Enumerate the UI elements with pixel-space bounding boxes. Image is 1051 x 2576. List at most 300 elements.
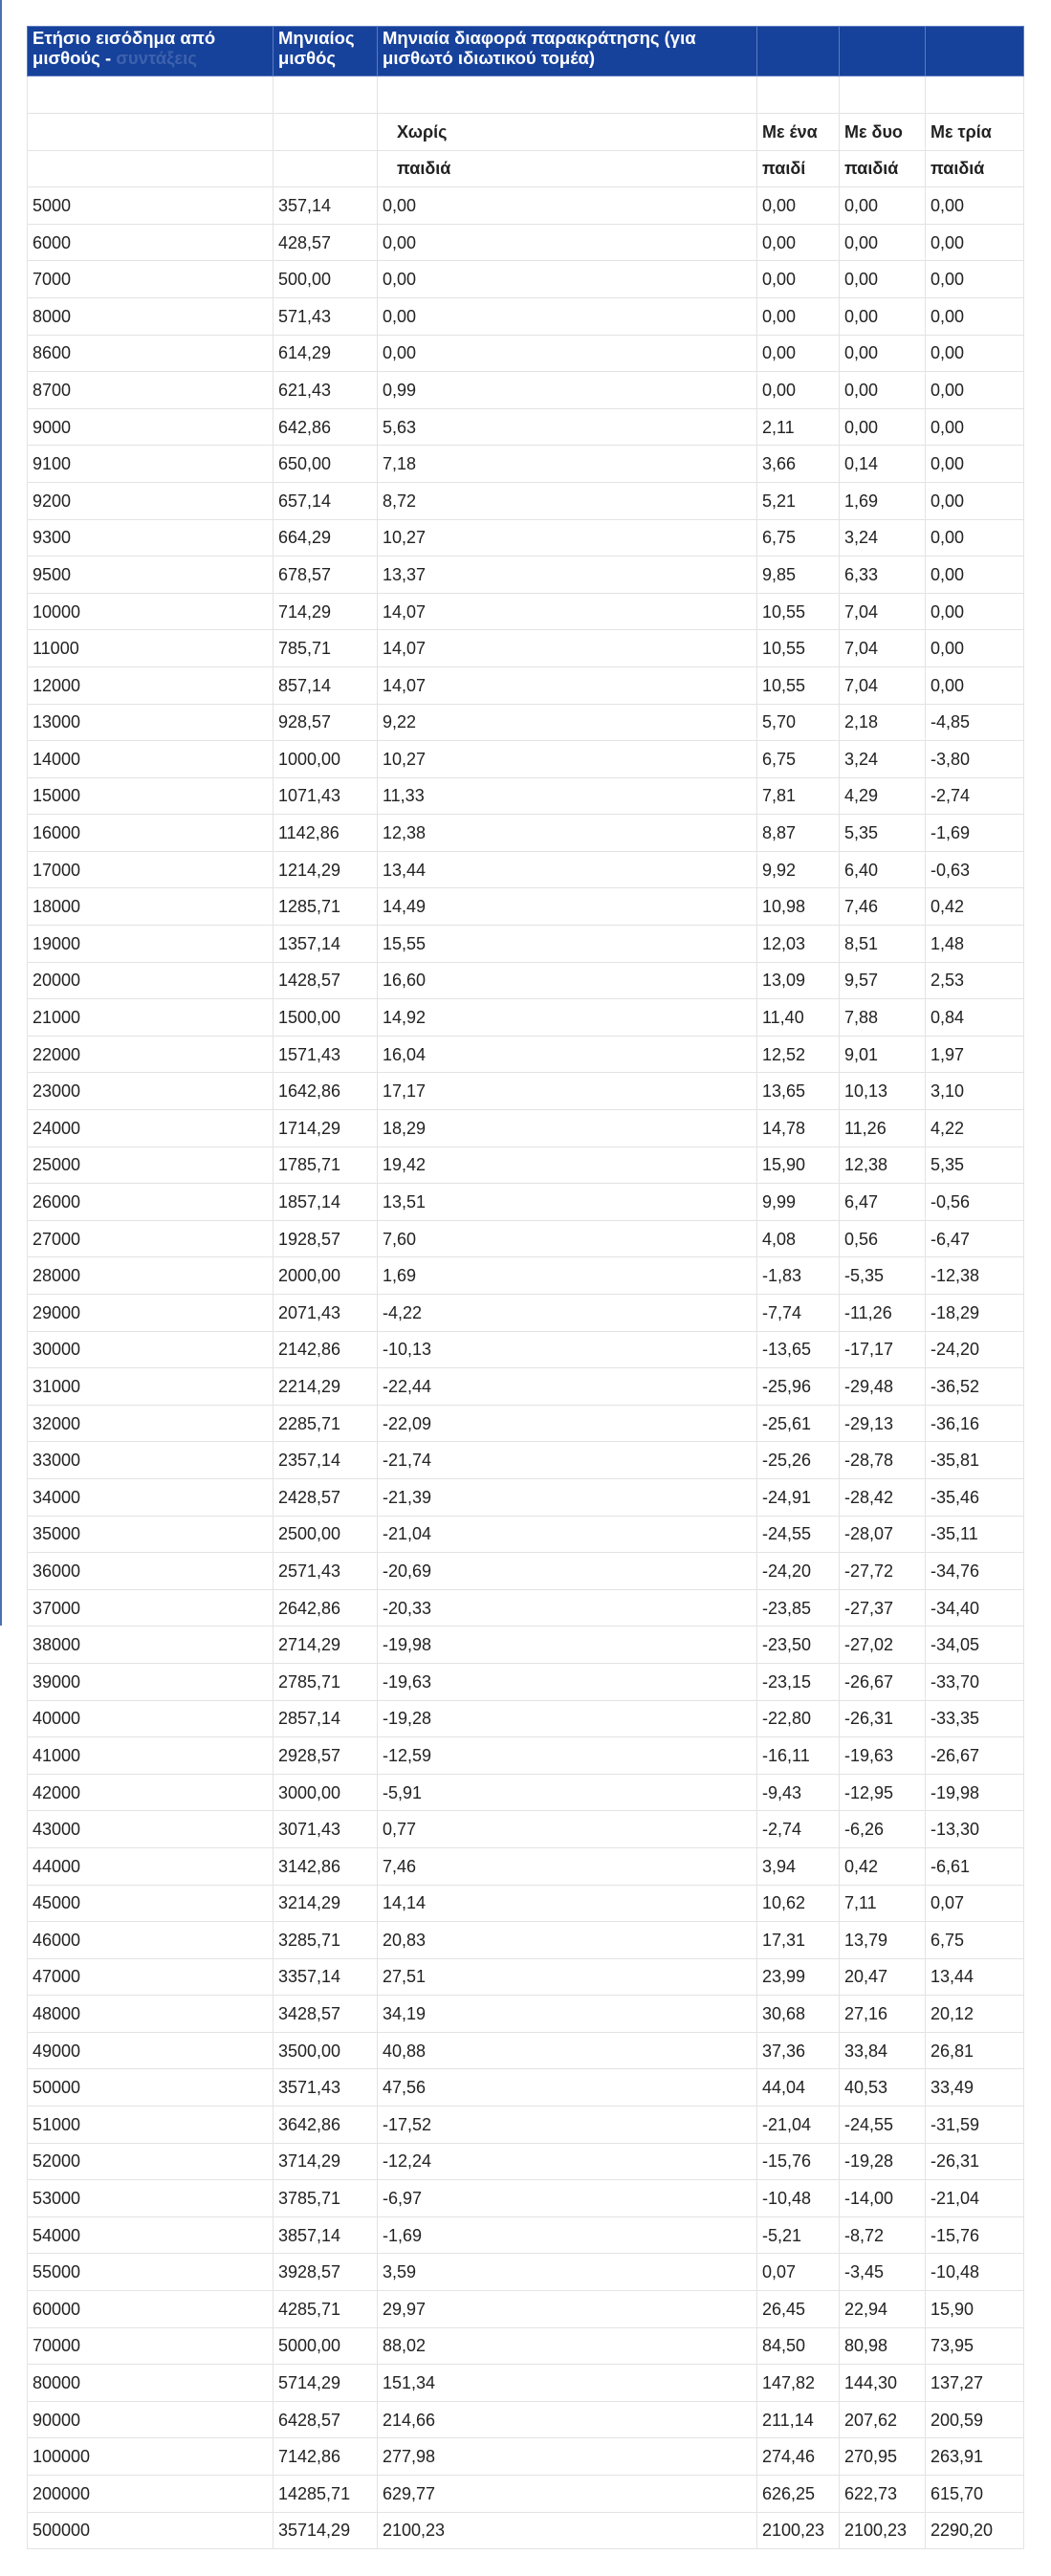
- monthly-salary-cell: 3571,43: [274, 2069, 378, 2107]
- table-row: [28, 335, 1024, 372]
- one-child-cell: 0,00: [757, 297, 840, 335]
- no-children-cell: 14,14: [378, 1885, 757, 1922]
- table-row: [28, 630, 1024, 667]
- three-children-cell: -31,59: [926, 2107, 1024, 2144]
- no-children-cell: 88,02: [378, 2327, 757, 2365]
- three-children-cell: -0,63: [926, 851, 1024, 888]
- two-children-cell: 6,47: [840, 1184, 926, 1221]
- three-children-cell: 0,00: [926, 261, 1024, 298]
- monthly-salary-cell: 2714,29: [274, 1626, 378, 1664]
- two-children-cell: 13,79: [840, 1922, 926, 1959]
- no-children-cell: 10,27: [378, 741, 757, 778]
- monthly-salary-cell: 3857,14: [274, 2216, 378, 2254]
- monthly-salary-cell: 664,29: [274, 519, 378, 557]
- income-cell: 16000: [28, 815, 274, 852]
- no-children-cell: 17,17: [378, 1073, 757, 1110]
- subheader-no-children-line2: παιδιά: [378, 150, 757, 187]
- three-children-cell: 26,81: [926, 2032, 1024, 2069]
- three-children-cell: 0,00: [926, 408, 1024, 446]
- no-children-cell: 13,44: [378, 851, 757, 888]
- no-children-cell: 13,37: [378, 557, 757, 594]
- no-children-cell: 0,00: [378, 335, 757, 372]
- no-children-cell: 40,88: [378, 2032, 757, 2069]
- income-cell: 20000: [28, 962, 274, 999]
- table-row: [28, 1478, 1024, 1516]
- three-children-cell: 2290,20: [926, 2512, 1024, 2549]
- income-cell: 25000: [28, 1146, 274, 1184]
- two-children-cell: 0,00: [840, 224, 926, 261]
- withholding-difference-table: [27, 26, 1024, 2549]
- income-cell: 9500: [28, 557, 274, 594]
- no-children-cell: 14,07: [378, 630, 757, 667]
- three-children-cell: -33,35: [926, 1700, 1024, 1737]
- one-child-cell: -25,26: [757, 1442, 840, 1479]
- one-child-cell: 15,90: [757, 1146, 840, 1184]
- one-child-cell: 0,00: [757, 261, 840, 298]
- three-children-cell: 4,22: [926, 1110, 1024, 1147]
- monthly-salary-cell: 2857,14: [274, 1700, 378, 1737]
- table-row: [28, 1405, 1024, 1442]
- one-child-cell: 12,52: [757, 1036, 840, 1073]
- income-cell: 10000: [28, 593, 274, 630]
- one-child-cell: 3,66: [757, 446, 840, 483]
- three-children-cell: 2,53: [926, 962, 1024, 999]
- income-cell: 29000: [28, 1295, 274, 1332]
- one-child-cell: -25,61: [757, 1405, 840, 1442]
- no-children-cell: 0,00: [378, 187, 757, 225]
- monthly-salary-cell: 1071,43: [274, 777, 378, 815]
- no-children-cell: 10,27: [378, 519, 757, 557]
- one-child-cell: -24,91: [757, 1478, 840, 1516]
- one-child-cell: 6,75: [757, 741, 840, 778]
- two-children-cell: -27,72: [840, 1553, 926, 1590]
- table-row: [28, 1885, 1024, 1922]
- one-child-cell: -15,76: [757, 2143, 840, 2180]
- monthly-salary-cell: 1285,71: [274, 888, 378, 926]
- monthly-salary-cell: 428,57: [274, 224, 378, 261]
- no-children-cell: 27,51: [378, 1958, 757, 1996]
- one-child-cell: 7,81: [757, 777, 840, 815]
- monthly-salary-cell: 3785,71: [274, 2180, 378, 2217]
- monthly-salary-cell: 928,57: [274, 704, 378, 741]
- table-row: [28, 1073, 1024, 1110]
- monthly-salary-cell: 785,71: [274, 630, 378, 667]
- one-child-cell: 13,09: [757, 962, 840, 999]
- one-child-cell: -23,85: [757, 1589, 840, 1626]
- three-children-cell: 0,00: [926, 557, 1024, 594]
- income-cell: 44000: [28, 1847, 274, 1885]
- three-children-cell: -4,85: [926, 704, 1024, 741]
- table-row: [28, 704, 1024, 741]
- no-children-cell: -22,09: [378, 1405, 757, 1442]
- income-cell: 38000: [28, 1626, 274, 1664]
- monthly-salary-cell: 3642,86: [274, 2107, 378, 2144]
- table-row: [28, 1442, 1024, 1479]
- table-row: [28, 2327, 1024, 2365]
- table-row: [28, 2143, 1024, 2180]
- table-row: [28, 1700, 1024, 1737]
- three-children-cell: 137,27: [926, 2365, 1024, 2402]
- table-row: [28, 2216, 1024, 2254]
- no-children-cell: -4,22: [378, 1295, 757, 1332]
- monthly-salary-cell: 2142,86: [274, 1331, 378, 1368]
- no-children-cell: -21,74: [378, 1442, 757, 1479]
- monthly-salary-cell: 1714,29: [274, 1110, 378, 1147]
- monthly-salary-cell: 500,00: [274, 261, 378, 298]
- subheader-one-child-line2: παιδί: [757, 150, 840, 187]
- spacer-cell: [840, 76, 926, 114]
- three-children-cell: 1,97: [926, 1036, 1024, 1073]
- table-row: [28, 2512, 1024, 2549]
- income-cell: 32000: [28, 1405, 274, 1442]
- one-child-cell: -5,21: [757, 2216, 840, 2254]
- income-cell: 31000: [28, 1368, 274, 1406]
- table-row: [28, 1958, 1024, 1996]
- one-child-cell: -7,74: [757, 1295, 840, 1332]
- header-annual-income-text: Ετήσιο εισόδημα από μισθούς -: [33, 28, 216, 68]
- subheader-three-children-line2: παιδιά: [926, 150, 1024, 187]
- table-row: [28, 1295, 1024, 1332]
- spacer-cell: [274, 76, 378, 114]
- one-child-cell: 9,99: [757, 1184, 840, 1221]
- table-row: [28, 1996, 1024, 2033]
- three-children-cell: 0,00: [926, 482, 1024, 519]
- no-children-cell: 12,38: [378, 815, 757, 852]
- table-row: [28, 261, 1024, 298]
- two-children-cell: 8,51: [840, 926, 926, 963]
- three-children-cell: 263,91: [926, 2438, 1024, 2476]
- header-monthly-salary: Μηνιαίος μισθός: [274, 27, 378, 76]
- monthly-salary-cell: 642,86: [274, 408, 378, 446]
- two-children-cell: 3,24: [840, 519, 926, 557]
- no-children-cell: 0,00: [378, 261, 757, 298]
- one-child-cell: 13,65: [757, 1073, 840, 1110]
- table-row: [28, 1516, 1024, 1553]
- income-cell: 9300: [28, 519, 274, 557]
- spacer-cell: [926, 76, 1024, 114]
- table-row: [28, 1110, 1024, 1147]
- income-cell: 26000: [28, 1184, 274, 1221]
- three-children-cell: -19,98: [926, 1774, 1024, 1811]
- two-children-cell: -27,02: [840, 1626, 926, 1664]
- spacer-cell: [757, 76, 840, 114]
- one-child-cell: 0,00: [757, 372, 840, 409]
- table-header: [28, 27, 1024, 76]
- income-cell: 47000: [28, 1958, 274, 1996]
- income-cell: 8600: [28, 335, 274, 372]
- one-child-cell: 23,99: [757, 1958, 840, 1996]
- income-cell: 48000: [28, 1996, 274, 2033]
- monthly-salary-cell: 2357,14: [274, 1442, 378, 1479]
- one-child-cell: -23,15: [757, 1663, 840, 1700]
- table-row: [28, 1146, 1024, 1184]
- income-cell: 60000: [28, 2291, 274, 2328]
- table-row: [28, 1220, 1024, 1257]
- no-children-cell: 14,49: [378, 888, 757, 926]
- one-child-cell: 30,68: [757, 1996, 840, 2033]
- monthly-salary-cell: 1214,29: [274, 851, 378, 888]
- one-child-cell: 0,00: [757, 335, 840, 372]
- income-cell: 43000: [28, 1811, 274, 1848]
- no-children-cell: 629,77: [378, 2476, 757, 2513]
- table-row: [28, 1331, 1024, 1368]
- two-children-cell: 80,98: [840, 2327, 926, 2365]
- income-cell: 34000: [28, 1478, 274, 1516]
- monthly-salary-cell: 2214,29: [274, 1368, 378, 1406]
- header-empty-5: [840, 27, 926, 76]
- monthly-salary-cell: 2000,00: [274, 1257, 378, 1295]
- subheader-no-children-line1: Χωρίς: [378, 114, 757, 151]
- two-children-cell: -29,48: [840, 1368, 926, 1406]
- two-children-cell: 4,29: [840, 777, 926, 815]
- income-cell: 11000: [28, 630, 274, 667]
- no-children-cell: 14,92: [378, 999, 757, 1037]
- three-children-cell: 0,00: [926, 335, 1024, 372]
- monthly-salary-cell: 650,00: [274, 446, 378, 483]
- three-children-cell: -12,38: [926, 1257, 1024, 1295]
- two-children-cell: 0,56: [840, 1220, 926, 1257]
- three-children-cell: -2,74: [926, 777, 1024, 815]
- income-cell: 28000: [28, 1257, 274, 1295]
- income-cell: 90000: [28, 2401, 274, 2438]
- table-row: [28, 1811, 1024, 1848]
- three-children-cell: 0,84: [926, 999, 1024, 1037]
- monthly-salary-cell: 5000,00: [274, 2327, 378, 2365]
- two-children-cell: 7,04: [840, 593, 926, 630]
- monthly-salary-cell: 1785,71: [274, 1146, 378, 1184]
- monthly-salary-cell: 1928,57: [274, 1220, 378, 1257]
- one-child-cell: 3,94: [757, 1847, 840, 1885]
- table-row: [28, 1589, 1024, 1626]
- two-children-cell: 9,01: [840, 1036, 926, 1073]
- two-children-cell: 0,42: [840, 1847, 926, 1885]
- monthly-salary-cell: 614,29: [274, 335, 378, 372]
- table-row: [28, 2476, 1024, 2513]
- header-row: [28, 27, 1024, 76]
- income-cell: 52000: [28, 2143, 274, 2180]
- income-cell: 7000: [28, 261, 274, 298]
- one-child-cell: 12,03: [757, 926, 840, 963]
- table-row: [28, 557, 1024, 594]
- monthly-salary-cell: 3214,29: [274, 1885, 378, 1922]
- no-children-cell: 5,63: [378, 408, 757, 446]
- table-row: [28, 926, 1024, 963]
- three-children-cell: 0,00: [926, 372, 1024, 409]
- table-row: [28, 1553, 1024, 1590]
- monthly-salary-cell: 5714,29: [274, 2365, 378, 2402]
- income-cell: 54000: [28, 2216, 274, 2254]
- one-child-cell: 0,00: [757, 187, 840, 225]
- income-cell: 9000: [28, 408, 274, 446]
- no-children-cell: 0,77: [378, 1811, 757, 1848]
- table-row: [28, 1663, 1024, 1700]
- table-row: [28, 2365, 1024, 2402]
- three-children-cell: 200,59: [926, 2401, 1024, 2438]
- two-children-cell: 0,00: [840, 372, 926, 409]
- no-children-cell: 3,59: [378, 2254, 757, 2291]
- two-children-cell: -28,42: [840, 1478, 926, 1516]
- two-children-cell: 2,18: [840, 704, 926, 741]
- two-children-cell: -28,07: [840, 1516, 926, 1553]
- income-cell: 200000: [28, 2476, 274, 2513]
- table-row: [28, 446, 1024, 483]
- no-children-cell: 7,18: [378, 446, 757, 483]
- table-row: [28, 187, 1024, 225]
- two-children-cell: -3,45: [840, 2254, 926, 2291]
- monthly-salary-cell: 657,14: [274, 482, 378, 519]
- income-cell: 12000: [28, 666, 274, 704]
- table-row: [28, 1922, 1024, 1959]
- two-children-cell: 6,40: [840, 851, 926, 888]
- subheader-row-2: [28, 150, 1024, 187]
- income-cell: 49000: [28, 2032, 274, 2069]
- income-cell: 100000: [28, 2438, 274, 2476]
- monthly-salary-cell: 3071,43: [274, 1811, 378, 1848]
- income-cell: 36000: [28, 1553, 274, 1590]
- no-children-cell: 29,97: [378, 2291, 757, 2328]
- one-child-cell: -1,83: [757, 1257, 840, 1295]
- subheader-empty: [28, 150, 274, 187]
- three-children-cell: -3,80: [926, 741, 1024, 778]
- one-child-cell: 9,85: [757, 557, 840, 594]
- table-row: [28, 1737, 1024, 1775]
- no-children-cell: 8,72: [378, 482, 757, 519]
- two-children-cell: 270,95: [840, 2438, 926, 2476]
- three-children-cell: 73,95: [926, 2327, 1024, 2365]
- income-cell: 45000: [28, 1885, 274, 1922]
- monthly-salary-cell: 3000,00: [274, 1774, 378, 1811]
- monthly-salary-cell: 2571,43: [274, 1553, 378, 1590]
- three-children-cell: 6,75: [926, 1922, 1024, 1959]
- header-annual-income: [28, 27, 274, 76]
- no-children-cell: 9,22: [378, 704, 757, 741]
- three-children-cell: 0,00: [926, 630, 1024, 667]
- header-monthly-difference: Μηνιαία διαφορά παρακράτησης (για μισθωτό ιδιωτικού τομέα): [378, 27, 757, 76]
- one-child-cell: 11,40: [757, 999, 840, 1037]
- table-row: [28, 2069, 1024, 2107]
- three-children-cell: 5,35: [926, 1146, 1024, 1184]
- two-children-cell: -29,13: [840, 1405, 926, 1442]
- three-children-cell: 0,07: [926, 1885, 1024, 1922]
- two-children-cell: 0,00: [840, 335, 926, 372]
- monthly-salary-cell: 7142,86: [274, 2438, 378, 2476]
- one-child-cell: 10,98: [757, 888, 840, 926]
- table-row: [28, 741, 1024, 778]
- subheader-one-child-line1: Με ένα: [757, 114, 840, 151]
- table-row: [28, 2254, 1024, 2291]
- one-child-cell: 147,82: [757, 2365, 840, 2402]
- three-children-cell: 0,00: [926, 519, 1024, 557]
- table-row: [28, 815, 1024, 852]
- table-row: [28, 2438, 1024, 2476]
- header-empty-4: [757, 27, 840, 76]
- no-children-cell: 19,42: [378, 1146, 757, 1184]
- table-row: [28, 2032, 1024, 2069]
- monthly-salary-cell: 1000,00: [274, 741, 378, 778]
- one-child-cell: 626,25: [757, 2476, 840, 2513]
- one-child-cell: 14,78: [757, 1110, 840, 1147]
- three-children-cell: -0,56: [926, 1184, 1024, 1221]
- income-cell: 80000: [28, 2365, 274, 2402]
- monthly-salary-cell: 4285,71: [274, 2291, 378, 2328]
- monthly-salary-cell: 1642,86: [274, 1073, 378, 1110]
- three-children-cell: 1,48: [926, 926, 1024, 963]
- monthly-salary-cell: 35714,29: [274, 2512, 378, 2549]
- subheader-empty: [28, 114, 274, 151]
- header-empty-6: [926, 27, 1024, 76]
- one-child-cell: -13,65: [757, 1331, 840, 1368]
- table-row: [28, 2401, 1024, 2438]
- three-children-cell: -35,81: [926, 1442, 1024, 1479]
- two-children-cell: 7,04: [840, 666, 926, 704]
- monthly-salary-cell: 3714,29: [274, 2143, 378, 2180]
- table-row: [28, 224, 1024, 261]
- no-children-cell: 7,46: [378, 1847, 757, 1885]
- no-children-cell: 13,51: [378, 1184, 757, 1221]
- three-children-cell: 0,00: [926, 666, 1024, 704]
- monthly-salary-cell: 1857,14: [274, 1184, 378, 1221]
- income-cell: 14000: [28, 741, 274, 778]
- two-children-cell: -5,35: [840, 1257, 926, 1295]
- spacer-cell: [28, 76, 274, 114]
- one-child-cell: -24,55: [757, 1516, 840, 1553]
- one-child-cell: 17,31: [757, 1922, 840, 1959]
- no-children-cell: 16,60: [378, 962, 757, 999]
- income-cell: 8000: [28, 297, 274, 335]
- no-children-cell: -19,28: [378, 1700, 757, 1737]
- table-body: [28, 76, 1024, 2549]
- income-cell: 33000: [28, 1442, 274, 1479]
- three-children-cell: -34,40: [926, 1589, 1024, 1626]
- monthly-salary-cell: 1357,14: [274, 926, 378, 963]
- monthly-salary-cell: 2285,71: [274, 1405, 378, 1442]
- monthly-salary-cell: 3500,00: [274, 2032, 378, 2069]
- two-children-cell: 1,69: [840, 482, 926, 519]
- two-children-cell: 22,94: [840, 2291, 926, 2328]
- table-row: [28, 1036, 1024, 1073]
- monthly-salary-cell: 3357,14: [274, 1958, 378, 1996]
- income-cell: 8700: [28, 372, 274, 409]
- three-children-cell: -15,76: [926, 2216, 1024, 2254]
- no-children-cell: -10,13: [378, 1331, 757, 1368]
- one-child-cell: 0,00: [757, 224, 840, 261]
- one-child-cell: 4,08: [757, 1220, 840, 1257]
- no-children-cell: 11,33: [378, 777, 757, 815]
- three-children-cell: -26,31: [926, 2143, 1024, 2180]
- no-children-cell: -6,97: [378, 2180, 757, 2217]
- no-children-cell: 47,56: [378, 2069, 757, 2107]
- income-cell: 50000: [28, 2069, 274, 2107]
- two-children-cell: -8,72: [840, 2216, 926, 2254]
- no-children-cell: -22,44: [378, 1368, 757, 1406]
- one-child-cell: -21,04: [757, 2107, 840, 2144]
- no-children-cell: 277,98: [378, 2438, 757, 2476]
- no-children-cell: -17,52: [378, 2107, 757, 2144]
- two-children-cell: 0,00: [840, 408, 926, 446]
- two-children-cell: 0,14: [840, 446, 926, 483]
- two-children-cell: 11,26: [840, 1110, 926, 1147]
- no-children-cell: -20,69: [378, 1553, 757, 1590]
- two-children-cell: -11,26: [840, 1295, 926, 1332]
- two-children-cell: 5,35: [840, 815, 926, 852]
- subheader-empty: [274, 114, 378, 151]
- one-child-cell: 10,55: [757, 630, 840, 667]
- income-cell: 42000: [28, 1774, 274, 1811]
- no-children-cell: 151,34: [378, 2365, 757, 2402]
- income-cell: 39000: [28, 1663, 274, 1700]
- no-children-cell: 34,19: [378, 1996, 757, 2033]
- two-children-cell: 7,46: [840, 888, 926, 926]
